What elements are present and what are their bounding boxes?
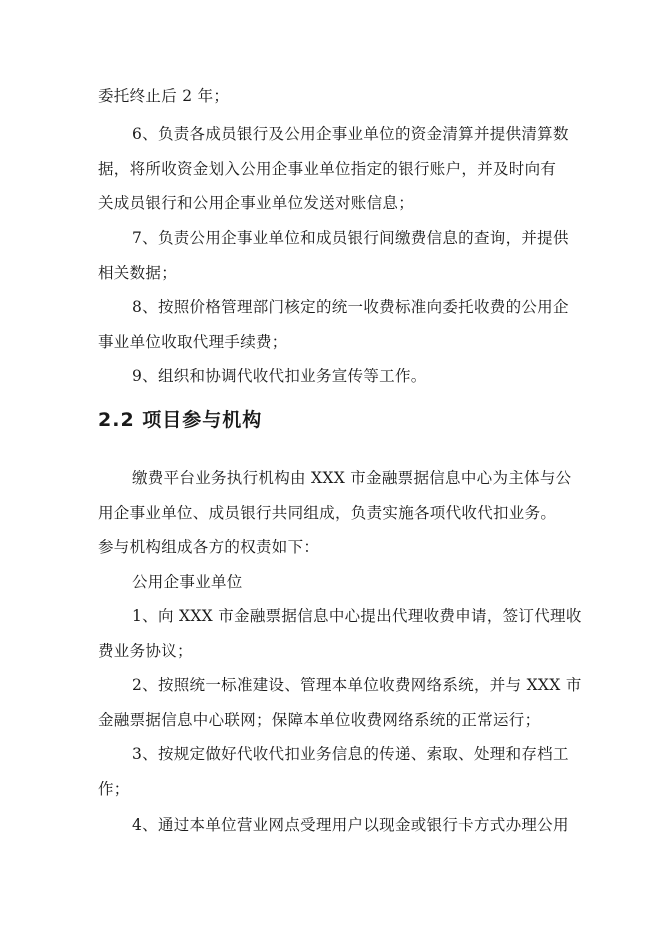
text-line: 相关数据； <box>98 264 178 282</box>
text-line: 6、负责各成员银行及公用企事业单位的资金清算并提供清算数 <box>132 125 569 143</box>
text-line: 事业单位收取代理手续费； <box>98 333 288 351</box>
text-line: 缴费平台业务执行机构由 XXX 市金融票据信息中心为主体与公 <box>132 469 572 487</box>
text-line: 9、组织和协调代收代扣业务宣传等工作。 <box>132 367 427 385</box>
text-line: 7、负责公用企事业单位和成员银行间缴费信息的查询，并提供 <box>132 229 569 247</box>
text-line: 据，将所收资金划入公用企事业单位指定的银行账户，并及时向有 <box>98 160 557 178</box>
section-heading: 2.2 项目参与机构 <box>98 409 263 431</box>
text-line: 金融票据信息中心联网；保障本单位收费网络系统的正常运行； <box>98 711 541 729</box>
text-line: 公用企事业单位 <box>132 573 243 591</box>
text-line: 参与机构组成各方的权责如下： <box>98 538 320 556</box>
text-line: 2、按照统一标准建设、管理本单位收费网络系统，并与 XXX 市 <box>132 676 582 694</box>
text-line: 费业务协议； <box>98 642 193 660</box>
text-line: 委托终止后 2 年； <box>98 87 230 105</box>
text-line: 8、按照价格管理部门核定的统一收费标准向委托收费的公用企 <box>132 298 569 316</box>
text-line: 1、向 XXX 市金融票据信息中心提出代理收费申请，签订代理收 <box>132 607 582 625</box>
text-line: 关成员银行和公用企事业单位发送对账信息； <box>98 194 415 212</box>
text-line: 用企事业单位、成员银行共同组成，负责实施各项代收代扣业务。 <box>98 504 557 522</box>
text-line: 3、按规定做好代收代扣业务信息的传递、索取、处理和存档工 <box>132 745 569 763</box>
text-line: 4、通过本单位营业网点受理用户以现金或银行卡方式办理公用 <box>132 816 569 834</box>
text-line: 作； <box>98 780 130 798</box>
